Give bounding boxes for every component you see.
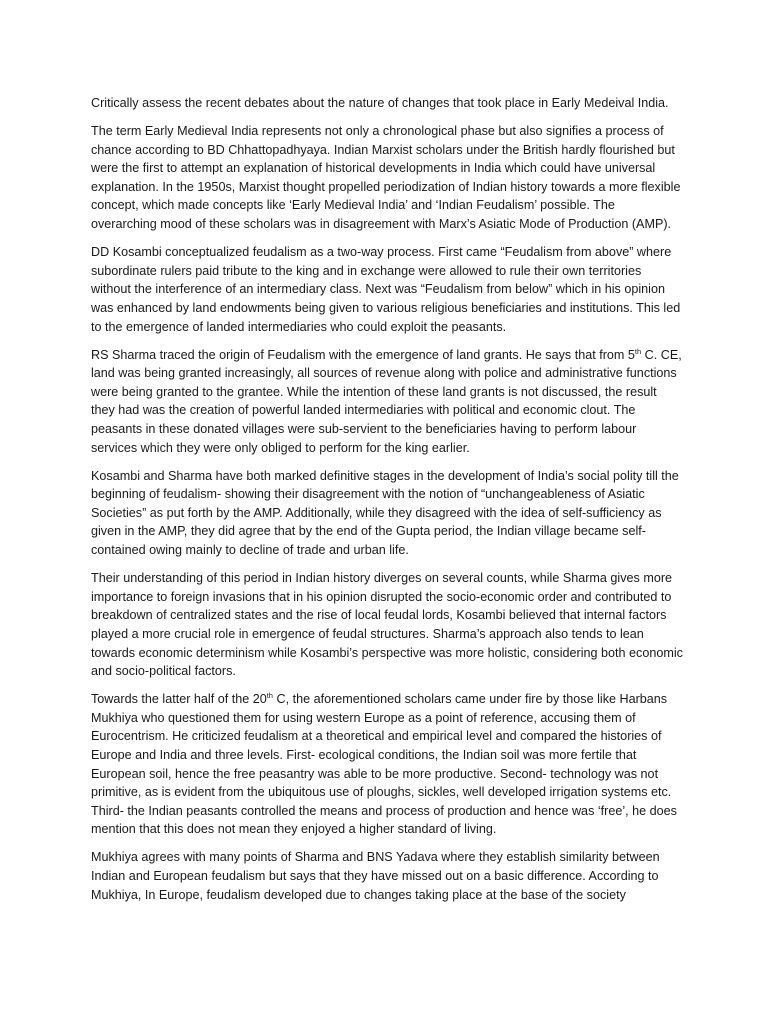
paragraph-7: Mukhiya agrees with many points of Sharma and BNS Yadava where they establish similarity between Indian and European feudalism but says that they have missed out on a basic difference. According to Mukhiya, In Europe, feudalism developed due to changes taking place at the base of the society xyxy=(91,850,660,902)
paragraph-4: Kosambi and Sharma have both marked definitive stages in the development of India’s social polity till the beginning of feudalism- showing their disagreement with the notion of “unchangeableness of Asiatic Societies” as put forth by the AMP. Additionally, while they disagreed with the idea of self-sufficiency as given in the AMP, they did agree that by the end of the Gupta period, the Indian village became self-contained owing mainly to decline of trade and urban life. xyxy=(91,468,679,558)
document-page xyxy=(91,94,683,914)
paragraph-6-text-b: C, the aforementioned scholars came under fire by those like Harbans Mukhiya who questioned them for using western Europe as a point of reference, accusing them of Eurocentrism. He criticized feudalism at a theoretical and empirical level and compared the histories of Europe and India and three levels. First- ecological conditions, the Indian soil was more fertile that European soil, hence the free peasantry was able to be more productive. Second- technology was not primitive, as is evident from the ubiquitous use of ploughs, sickles, well developed irrigation systems etc. Third- the Indian peasants controlled the means and process of production and hence was ‘free’, he does mention that this does not mean they enjoyed a higher standard of living. xyxy=(91,692,677,837)
paragraph-6-text-a: Towards the latter half of the 20 xyxy=(91,692,267,707)
paragraph-1: The term Early Medieval India represents not only a chronological phase but also signifies a process of chance according to BD Chhattopadhyaya. Indian Marxist scholars under the British hardly flourished but were the first to attempt an explanation of historical developments in India which could have universal explanation. In the 1950s, Marxist thought propelled periodization of Indian history towards a more flexible concept, which made concepts like ‘Early Medieval India’ and ‘Indian Feudalism’ possible. The overarching mood of these scholars was in disagreement with Marx’s Asiatic Mode of Production (AMP). xyxy=(91,124,681,232)
superscript-th: th xyxy=(266,691,273,701)
essay-question: Critically assess the recent debates about the nature of changes that took place in Early Medeival India. xyxy=(91,96,669,110)
paragraph-3-text-b: C. CE, land was being granted increasingly, all sources of revenue along with police and administrative functions were being granted to the grantee. While the intention of these land grants is not discussed, the result they had was the creation of powerful landed intermediaries with political and economic clout. The peasants in these donated villages were sub-servient to the beneficiaries having to perform labour services which they were only obliged to perform for the king earlier. xyxy=(91,347,682,455)
paragraph-3 xyxy=(91,346,683,458)
paragraph-5: Their understanding of this period in Indian history diverges on several counts, while Sharma gives more importance to foreign invasions that in his opinion disrupted the socio-economic order and contributed to breakdown of centralized states and the rise of local feudal lords, Kosambi believed that internal factors played a more crucial role in emergence of feudal structures. Sharma’s approach also tends to lean towards economic determinism while Kosambi’s perspective was more holistic, considering both economic and socio-political factors. xyxy=(91,571,683,679)
paragraph-6 xyxy=(91,690,683,839)
paragraph-3-text-a: RS Sharma traced the origin of Feudalism with the emergence of land grants. He says that from 5 xyxy=(91,347,635,362)
superscript-th: th xyxy=(634,346,642,356)
paragraph-2: DD Kosambi conceptualized feudalism as a two-way process. First came “Feudalism from above” where subordinate rulers paid tribute to the king and in exchange were allowed to rule their own territories without the interference of an intermediary class. Next was “Feudalism from below” which in his opinion was enhanced by land endowments being given to various religious beneficiaries and institutions. This led to the emergence of landed intermediaries who could exploit the peasants. xyxy=(91,245,681,334)
